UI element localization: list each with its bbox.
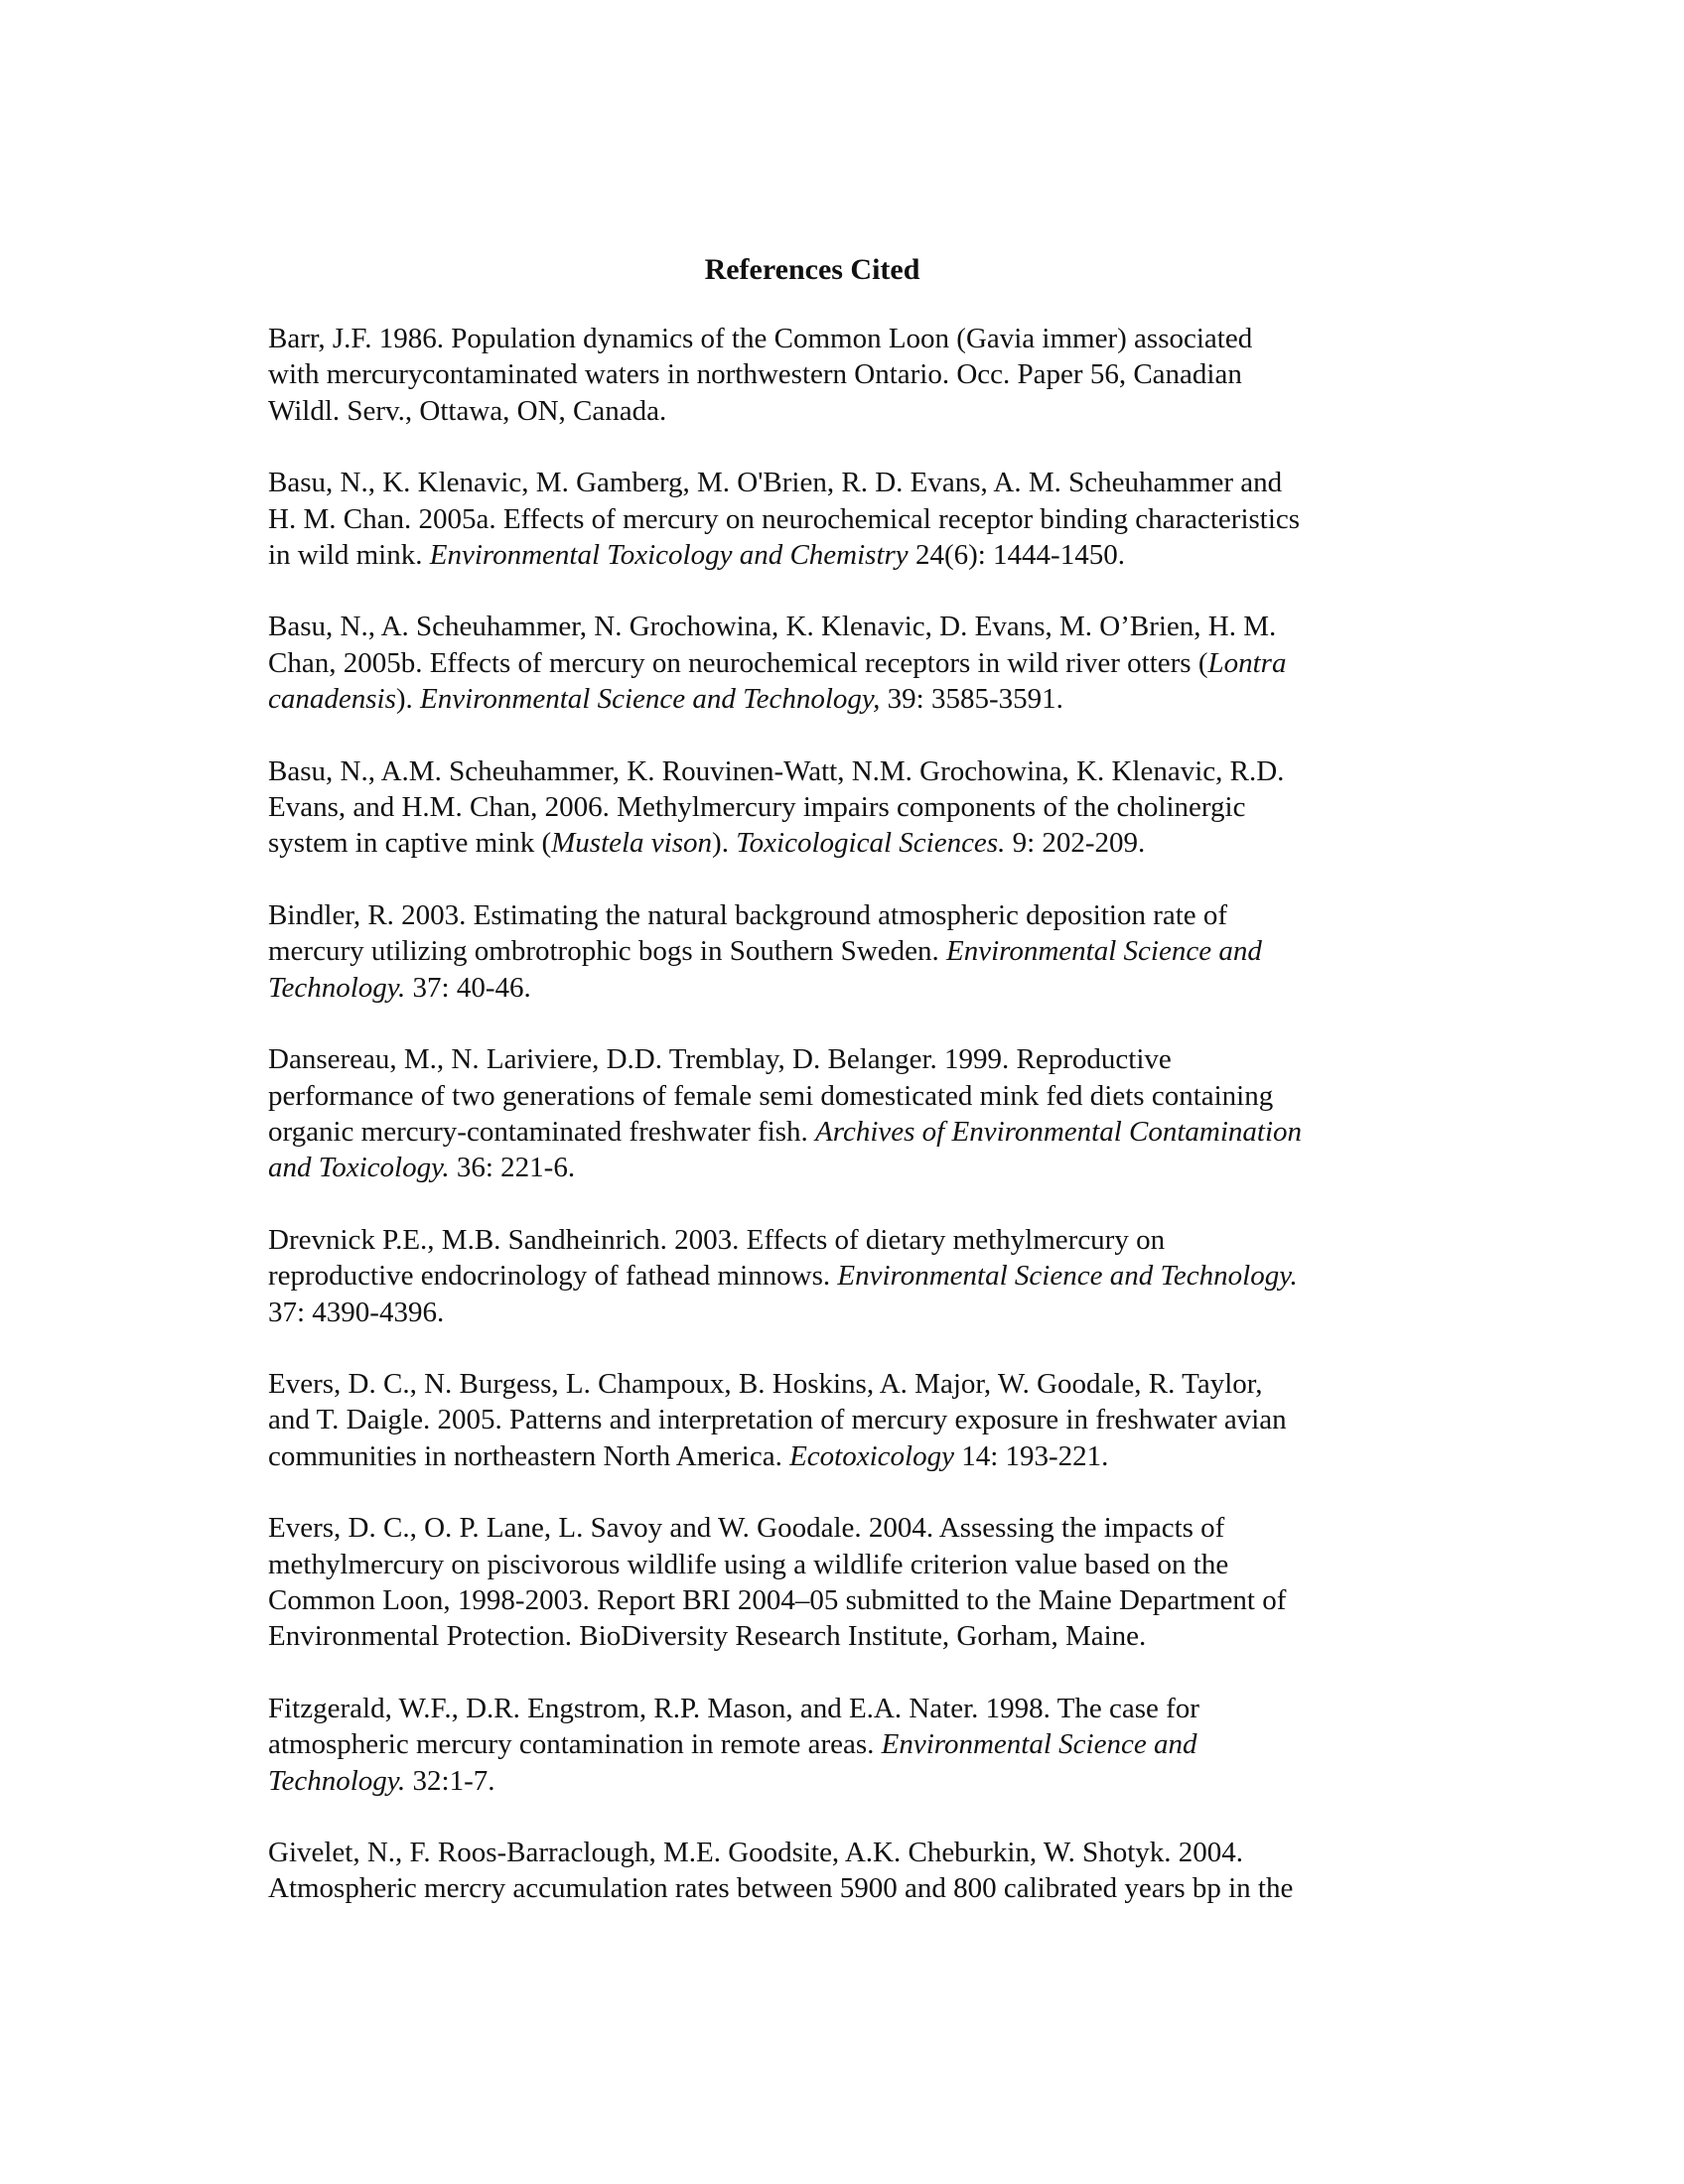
- reference-entry: [268, 1041, 1390, 1186]
- reference-text: Basu, N., A.M. Scheuhammer, K. Rouvinen-Watt, N.M. Grochowina, K. Klenavic, R.D.: [268, 754, 1285, 787]
- reference-italic-text: Environmental Science and: [881, 1728, 1197, 1761]
- reference-text: Barr, J.F. 1986. Population dynamics of the Common Loon (Gavia immer) associated: [268, 323, 1253, 354]
- reference-text: reproductive endocrinology of fathead minnows.: [268, 1260, 838, 1293]
- reference-text: Dansereau, M., N. Lariviere, D.D. Tremblay, D. Belanger. 1999. Reproductive: [268, 1043, 1172, 1076]
- reference-italic-text: Ecotoxicology: [789, 1439, 954, 1472]
- reference-italic-text: Technology.: [268, 971, 406, 1004]
- reference-line: [268, 1763, 1390, 1799]
- reference-line: [268, 681, 1390, 717]
- reference-italic-text: canadensis: [268, 683, 396, 716]
- reference-text: Evers, D. C., N. Burgess, L. Champoux, B. Hoskins, A. Major, W. Goodale, R. Taylor,: [268, 1367, 1263, 1400]
- reference-line: [268, 789, 1390, 825]
- reference-line: [268, 537, 1390, 573]
- reference-line: [268, 1366, 1390, 1402]
- reference-entry: [268, 465, 1390, 573]
- reference-line: [268, 1691, 1390, 1726]
- page-title: References Cited: [704, 253, 920, 286]
- reference-entry: [268, 609, 1390, 717]
- reference-line: [268, 501, 1390, 537]
- reference-italic-text: Environmental Science and: [946, 935, 1262, 968]
- reference-text: with mercurycontaminated waters in northwestern Ontario. Occ. Paper 56, Canadian: [268, 358, 1242, 391]
- reference-text: system in captive mink (: [268, 827, 552, 860]
- reference-line: [268, 1150, 1390, 1185]
- reference-italic-text: Environmental Toxicology and Chemistry: [429, 539, 909, 572]
- reference-text: 37: 40-46.: [405, 971, 531, 1004]
- reference-text: Bindler, R. 2003. Estimating the natural background atmospheric deposition rate of: [268, 898, 1228, 931]
- reference-text: Wildl. Serv., Ottawa, ON, Canada.: [268, 394, 667, 427]
- reference-line: [268, 1402, 1390, 1437]
- reference-text: Environmental Protection. BioDiversity Research Institute, Gorham, Maine.: [268, 1620, 1147, 1653]
- reference-text: 14: 193-221.: [953, 1439, 1109, 1472]
- reference-italic-text: Technology.: [268, 1764, 406, 1797]
- reference-italic-text: and Toxicology.: [268, 1152, 450, 1184]
- references-list: [268, 321, 1390, 1943]
- reference-italic-text: Archives of Environmental Contamination: [815, 1115, 1303, 1148]
- reference-italic-text: Environmental Science and Technology.: [837, 1260, 1298, 1293]
- reference-text: Basu, N., A. Scheuhammer, N. Grochowina, K. Klenavic, D. Evans, M. O’Brien, H. M.: [268, 611, 1277, 643]
- reference-line: [268, 1078, 1390, 1114]
- reference-text: Evers, D. C., O. P. Lane, L. Savoy and W. Goodale. 2004. Assessing the impacts of: [268, 1512, 1225, 1545]
- reference-italic-text: Environmental Science and Technology,: [420, 683, 881, 716]
- reference-line: [268, 1222, 1390, 1258]
- reference-line: [268, 933, 1390, 969]
- reference-line: [268, 1510, 1390, 1546]
- reference-entry: [268, 1510, 1390, 1655]
- reference-line: [268, 1835, 1390, 1870]
- reference-text: Basu, N., K. Klenavic, M. Gamberg, M. O'Brien, R. D. Evans, A. M. Scheuhammer and: [268, 467, 1283, 499]
- reference-line: [268, 1582, 1390, 1618]
- reference-italic-text: Lontra: [1207, 646, 1287, 679]
- reference-text: 9: 202-209.: [1005, 827, 1146, 860]
- reference-text: 39: 3585-3591.: [880, 683, 1063, 716]
- reference-line: [268, 1258, 1390, 1294]
- reference-line: [268, 1870, 1390, 1906]
- reference-entry: [268, 1691, 1390, 1799]
- reference-text: H. M. Chan. 2005a. Effects of mercury on neurochemical receptor binding characteristics: [268, 502, 1301, 535]
- reference-text: communities in northeastern North America.: [268, 1439, 790, 1472]
- reference-text: Evans, and H.M. Chan, 2006. Methylmercury impairs components of the cholinergic: [268, 791, 1246, 824]
- reference-text: Fitzgerald, W.F., D.R. Engstrom, R.P. Mason, and E.A. Nater. 1998. The case for: [268, 1692, 1199, 1724]
- reference-line: [268, 645, 1390, 681]
- reference-text: ).: [395, 683, 421, 716]
- reference-text: performance of two generations of female semi domesticated mink fed diets containing: [268, 1079, 1274, 1112]
- reference-line: [268, 356, 1390, 392]
- reference-line: [268, 1618, 1390, 1654]
- reference-line: [268, 1726, 1390, 1762]
- reference-text: Chan, 2005b. Effects of mercury on neurochemical receptors in wild river otters (: [268, 646, 1208, 679]
- reference-text: ).: [712, 827, 737, 860]
- reference-entry: [268, 753, 1390, 862]
- reference-line: [268, 1114, 1390, 1150]
- reference-line: [268, 970, 1390, 1006]
- reference-text: mercury utilizing ombrotrophic bogs in Southern Sweden.: [268, 935, 947, 968]
- reference-line: [268, 753, 1390, 789]
- reference-entry: [268, 1835, 1390, 1907]
- reference-line: [268, 609, 1390, 644]
- reference-text: Atmospheric mercry accumulation rates between 5900 and 800 calibrated years bp in the: [268, 1872, 1294, 1905]
- reference-text: and T. Daigle. 2005. Patterns and interpretation of mercury exposure in freshwater avian: [268, 1404, 1287, 1436]
- reference-text: Common Loon, 1998-2003. Report BRI 2004–05 submitted to the Maine Department of: [268, 1583, 1287, 1616]
- reference-entry: [268, 1366, 1390, 1474]
- reference-line: [268, 1438, 1390, 1474]
- reference-entry: [268, 897, 1390, 1006]
- reference-text: organic mercury-contaminated freshwater fish.: [268, 1115, 816, 1148]
- reference-text: 32:1-7.: [405, 1764, 495, 1797]
- reference-text: 24(6): 1444-1450.: [908, 539, 1125, 572]
- reference-line: [268, 465, 1390, 500]
- reference-italic-text: Toxicological Sciences.: [736, 827, 1006, 860]
- reference-text: Drevnick P.E., M.B. Sandheinrich. 2003. Effects of dietary methylmercury on: [268, 1223, 1166, 1256]
- reference-line: [268, 393, 1390, 429]
- reference-text: methylmercury on piscivorous wildlife using a wildlife criterion value based on the: [268, 1548, 1229, 1580]
- reference-line: [268, 321, 1390, 356]
- reference-line: [268, 825, 1390, 861]
- reference-italic-text: Mustela vison: [551, 827, 713, 860]
- reference-text: in wild mink.: [268, 539, 430, 572]
- reference-line: [268, 1547, 1390, 1582]
- reference-text: 37: 4390-4396.: [268, 1296, 445, 1328]
- reference-text: atmospheric mercury contamination in remote areas.: [268, 1728, 882, 1761]
- reference-text: 36: 221-6.: [449, 1152, 576, 1184]
- reference-entry: [268, 1222, 1390, 1330]
- reference-entry: [268, 321, 1390, 429]
- reference-line: [268, 1041, 1390, 1077]
- reference-line: [268, 1295, 1390, 1330]
- reference-line: [268, 897, 1390, 933]
- reference-text: Givelet, N., F. Roos-Barraclough, M.E. Goodsite, A.K. Cheburkin, W. Shotyk. 2004.: [268, 1837, 1244, 1868]
